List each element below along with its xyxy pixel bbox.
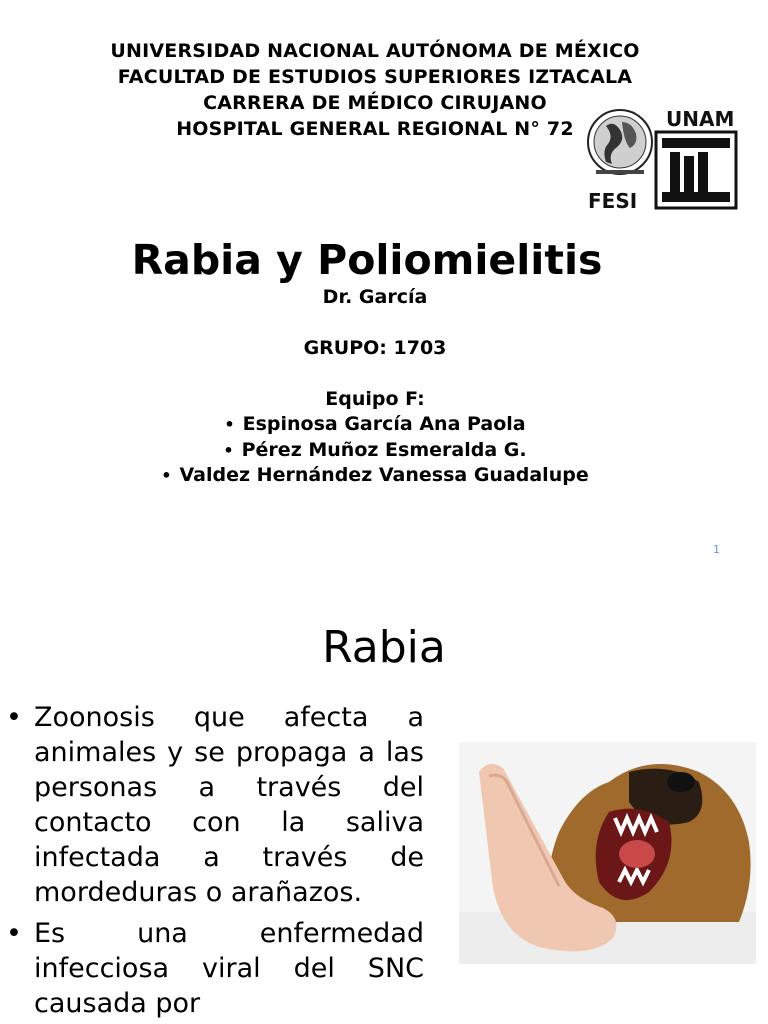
team-member: • Valdez Hernández Vanessa Guadalupe	[0, 463, 750, 489]
page-number: 1	[713, 543, 720, 556]
institution-line: FACULTAD DE ESTUDIOS SUPERIORES IZTACALA	[117, 66, 633, 88]
team-members-list	[0, 412, 750, 489]
institution-line: UNIVERSIDAD NACIONAL AUTÓNOMA DE MÉXICO	[110, 40, 640, 62]
doctor-name: Dr. García	[322, 286, 428, 308]
group-number: GRUPO: 1703	[303, 337, 447, 359]
bullet-text: Zoonosis que afecta a animales y se propaga a las personas a través del contacto con la saliva infectada a través de mordeduras o arañazos.	[34, 702, 424, 908]
team-member: • Pérez Muñoz Esmeralda G.	[0, 438, 750, 464]
institution-line: HOSPITAL GENERAL REGIONAL N° 72	[176, 118, 574, 140]
institution-line: CARRERA DE MÉDICO CIRUJANO	[203, 92, 547, 114]
team-member: • Espinosa García Ana Paola	[0, 412, 750, 438]
slide-2	[0, 578, 768, 1024]
slide-title: Rabia	[322, 622, 446, 673]
dog-biting-hand-photo-icon	[459, 742, 756, 964]
team-label: Equipo F:	[325, 388, 425, 410]
bullet-text: Es una enfermedad infecciosa viral del SNC causada por	[34, 918, 424, 1019]
presentation-title: Rabia y Poliomielitis	[131, 236, 603, 284]
bullet-icon: •	[6, 702, 22, 733]
bullet-list	[6, 700, 424, 1024]
unam-fesi-logo	[586, 104, 738, 212]
unam-logo-text: UNAM	[666, 107, 735, 131]
bullet-icon: •	[6, 918, 22, 949]
bullet-item	[6, 700, 424, 910]
fesi-logo-text: FESI	[588, 189, 638, 212]
bullet-item	[6, 916, 424, 1021]
